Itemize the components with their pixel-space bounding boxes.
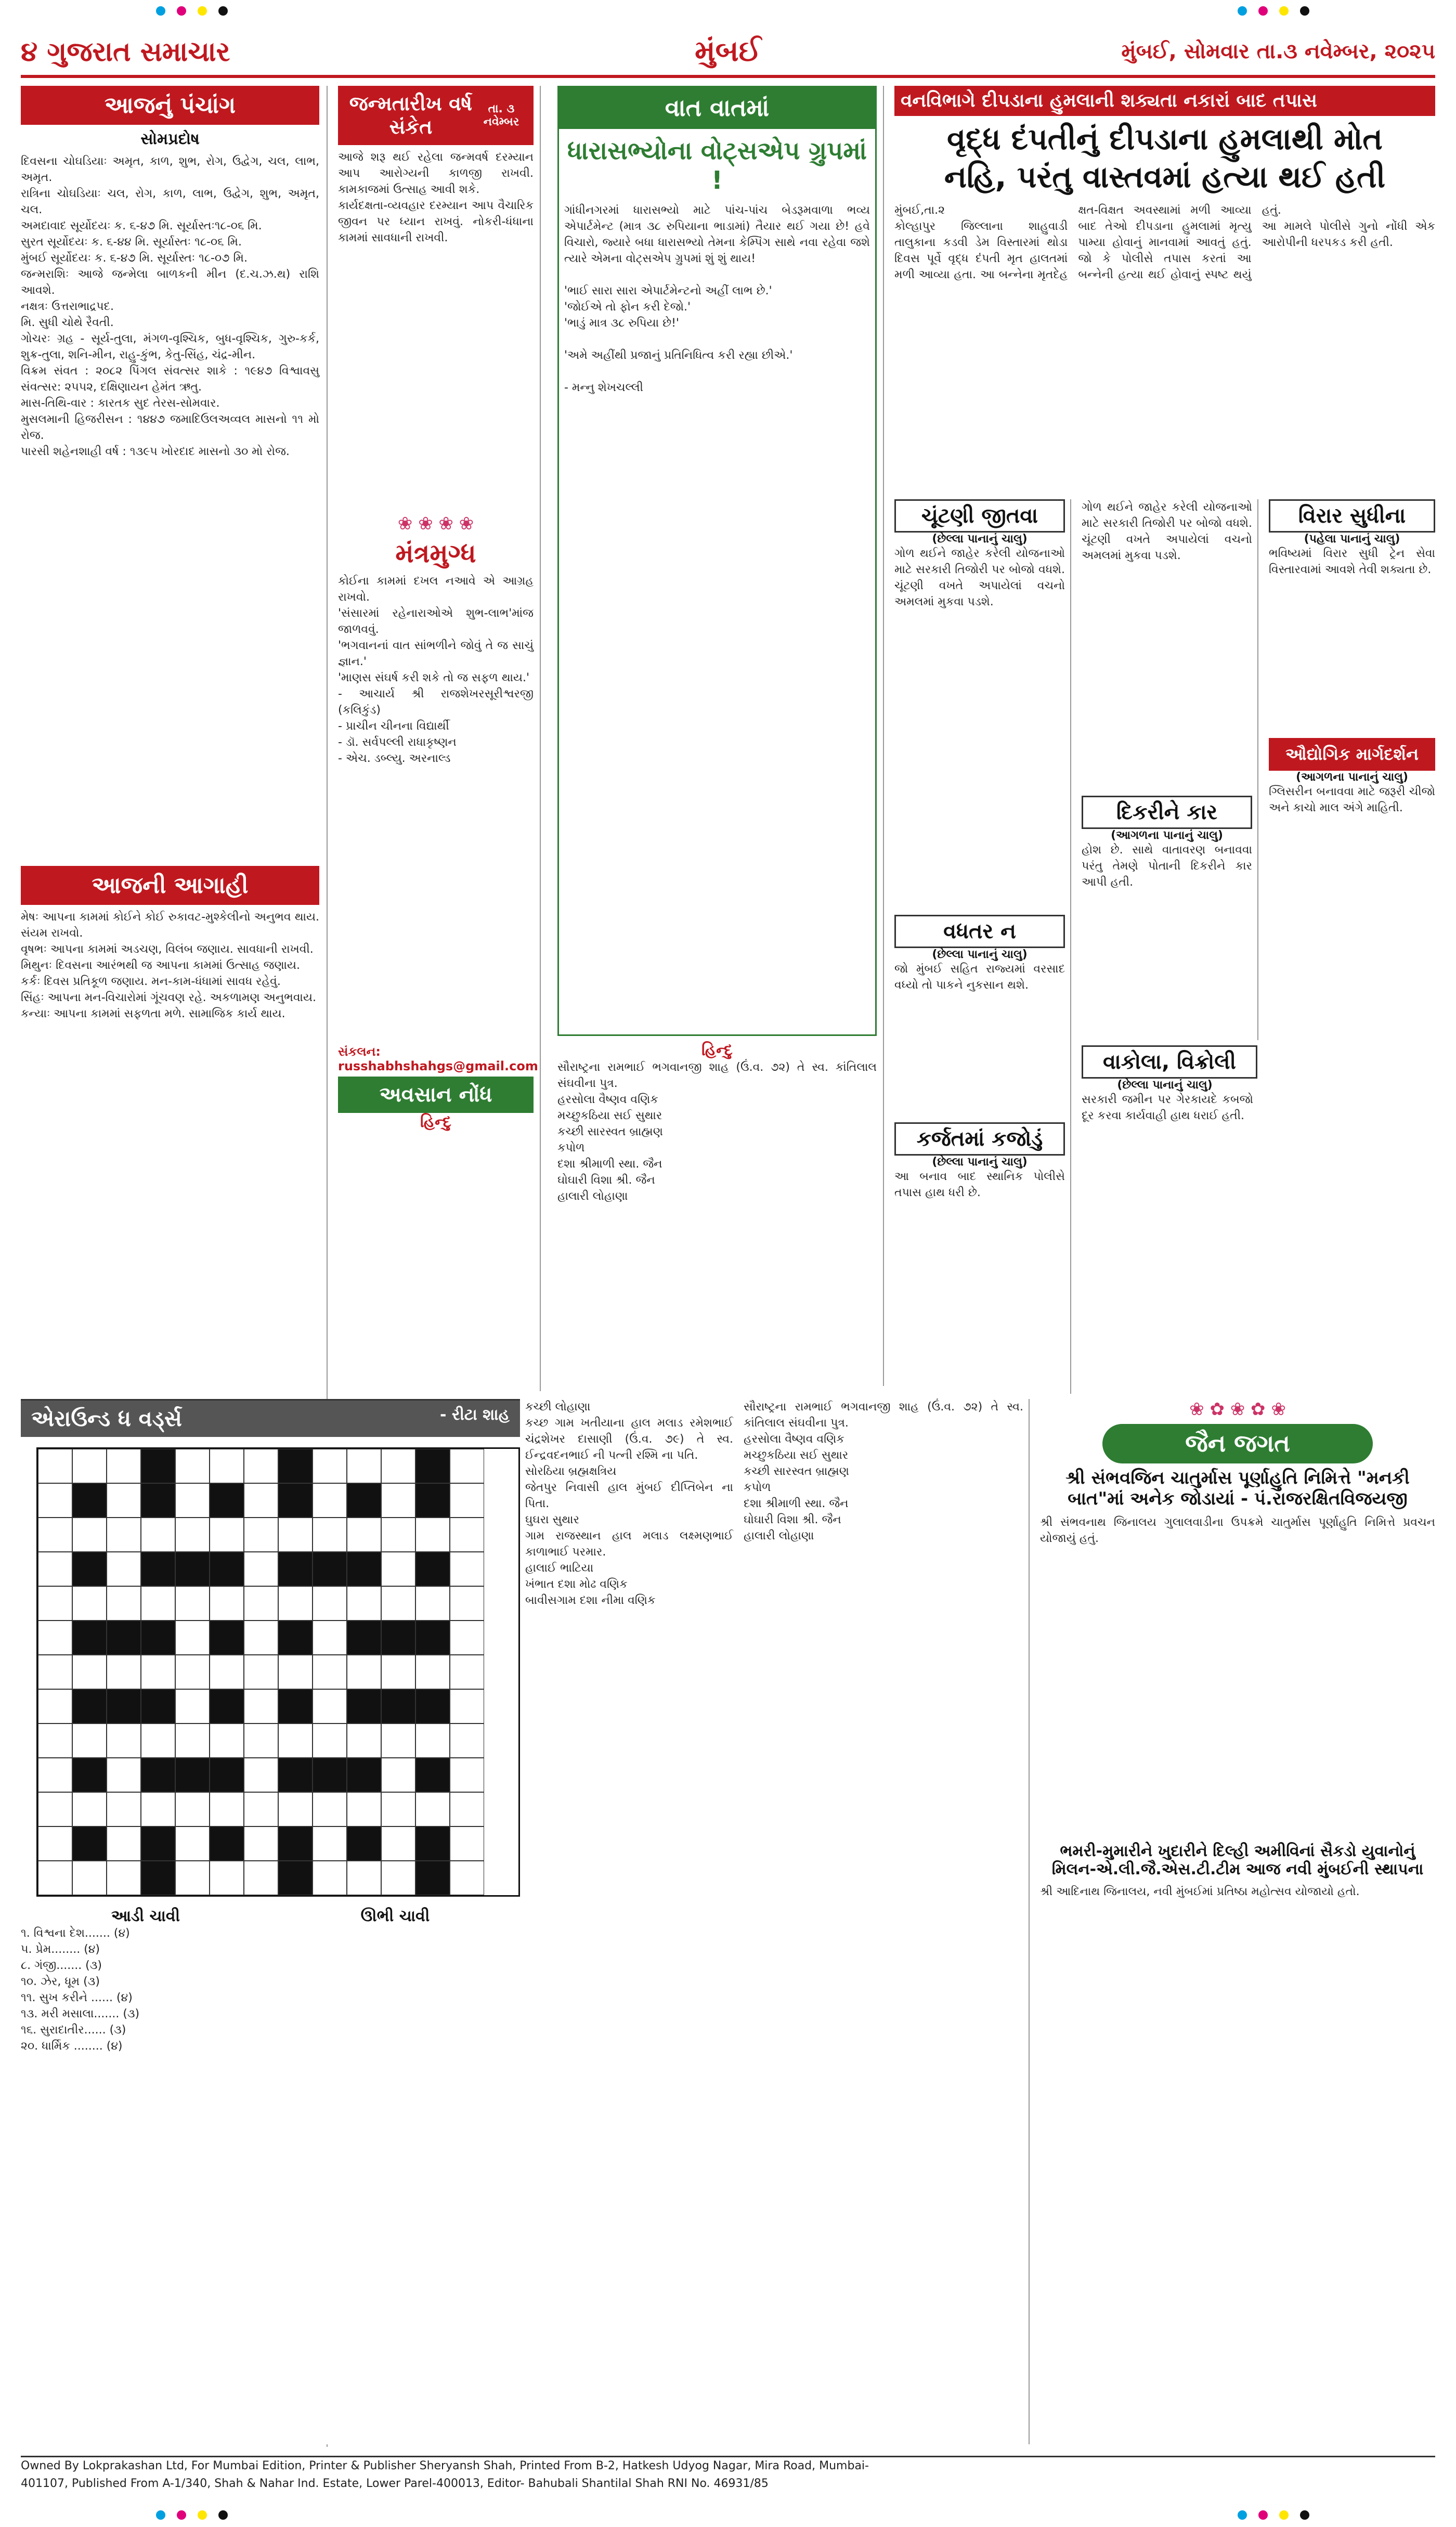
crossword-cell [141, 1723, 175, 1758]
reg-dot-icon [218, 2510, 228, 2520]
crossword-cell [347, 1758, 381, 1792]
crossword-cell [415, 1621, 450, 1655]
main-story-kicker: વનવિભાગે દીપડાના હુમલાની શક્યતા નકારાં બાદ તપાસ [894, 86, 1435, 116]
vakola-title: વાકોલા, વિક્રોલી [1082, 1045, 1257, 1079]
deaths-column-2 [738, 1399, 1030, 2444]
rashi-title-bar [338, 86, 534, 145]
reg-dot-icon [156, 6, 165, 16]
crossword-cell [175, 1518, 210, 1552]
deaths-text-continued: સૌરાષ્ટ્રના રામભાઈ ભગવાનજી શાહ (ઉં.વ. ૭૨) તે સ્વ. કાંતિલાલ સંઘવીના પુત્ર. હરસોલા વૈષ્ણવ વણિક મચ્છુકઠિયા સઈ સુથાર કચ્છી સારસ્વત બ્રાહ્મણ કપોળ દશા શ્રીમાળી સ્થા. જૈન ઘોઘારી વિશા શ્રી. જૈન હાલારી લોહાણા [744, 1401, 1023, 1543]
section-title: મુંબઈ [695, 34, 761, 68]
crossword-cell [381, 1449, 415, 1483]
crossword-cell [38, 1689, 72, 1723]
crossword-cell [313, 1758, 347, 1792]
chuntani-continued: ગોળ થઈને જાહેર કરેલી યોજનાઓ માટે સરકારી તિજોરી પર બોજો વધશે. ચૂંટણી વખતે અપાયેલાં વચનો અમલમાં મુકવા પડશે. [1082, 501, 1256, 562]
jain-jagat-box [1040, 1399, 1439, 2444]
crossword-cell [278, 1861, 313, 1895]
crossword-cell [347, 1861, 381, 1895]
crossword-cell [313, 1552, 347, 1586]
aagahi-title: આજની આગાહી [21, 866, 319, 905]
crossword-cell [72, 1621, 107, 1655]
crossword-cell [244, 1689, 278, 1723]
crossword-cell [450, 1826, 484, 1861]
crossword-cell [72, 1861, 107, 1895]
crossword-cell [278, 1723, 313, 1758]
crossword-cell [141, 1689, 175, 1723]
contact-line: સંકલન: russhabhshahgs@gmail.com [338, 1044, 538, 1073]
crossword-cell [141, 1449, 175, 1483]
crossword-clues [21, 1907, 520, 2217]
chuntani-text: ગોળ થઈને જાહેર કરેલી યોજનાઓ માટે સરકારી તિજોરી પર બોજો વધશે. ચૂંટણી વખતે અપાયેલાં વચનો અમલમાં મુકવા પડશે. [894, 547, 1069, 608]
imprint-footer [21, 2456, 1435, 2497]
crossword-cell [278, 1655, 313, 1689]
crossword-cell [141, 1552, 175, 1586]
crossword-header [21, 1401, 520, 1437]
reg-dot-icon [198, 6, 207, 16]
crossword-cell [450, 1655, 484, 1689]
jain-text-2: શ્રી આદિનાથ જિનાલય, નવી મુંબઈમાં પ્રતિષ્ઠા મહોત્સવ યોજાયો હતો. [1040, 1885, 1360, 1898]
crossword-cell [38, 1449, 72, 1483]
reg-dot-icon [156, 2510, 165, 2520]
crossword-cell [38, 1586, 72, 1621]
reg-dot-icon [1279, 6, 1289, 16]
crossword-cell [107, 1518, 141, 1552]
crossword-cell [210, 1861, 244, 1895]
crossword-cell [72, 1518, 107, 1552]
crossword-cell [450, 1621, 484, 1655]
crossword-cell [244, 1586, 278, 1621]
jain-headline-4: મિલન-એ.લી.જૈ.એસ.ટી.ટીમ આજ નવી મુંબઈની સ્થાપના [1051, 1860, 1424, 1878]
crossword-cell [278, 1518, 313, 1552]
boxes-column-3 [1269, 499, 1439, 1040]
audyogik-title: ઔદ્યોગિક માર્ગદર્શન [1269, 738, 1435, 771]
dikri-title: દિકરીને કાર [1082, 796, 1252, 829]
jain-title: જૈન જગત [1102, 1424, 1373, 1463]
crossword-cell [347, 1518, 381, 1552]
crossword-cell [175, 1483, 210, 1518]
deaths-section-title: હિન્દુ [701, 1041, 733, 1059]
vakola-subtitle: (છેલ્લા પાનાનું ચાલુ) [1117, 1079, 1213, 1092]
crossword-cell [347, 1792, 381, 1826]
crossword-cell [72, 1655, 107, 1689]
vakola-box [1082, 1045, 1435, 1389]
dateline: મુંબઈ, સોમવાર તા.૩ નવેમ્બર, ૨૦૨૫ [1121, 40, 1435, 63]
reg-dot-icon [1258, 2510, 1268, 2520]
reg-dot-icon [1238, 2510, 1247, 2520]
karj-text: આ બનાવ બાદ સ્થાનિક પોલીસે તપાસ હાથ ધરી છે. [894, 1170, 1069, 1199]
crossword-cell [141, 1655, 175, 1689]
reg-dot-icon [177, 2510, 186, 2520]
crossword-cell [450, 1689, 484, 1723]
crossword-cell [38, 1723, 72, 1758]
avsan-title: અવસાન નોંધ [338, 1077, 534, 1113]
page-number: ૪ [21, 36, 38, 68]
crossword-cell [38, 1621, 72, 1655]
crossword-cell [244, 1758, 278, 1792]
crossword-cell [381, 1552, 415, 1586]
crossword-cell [313, 1723, 347, 1758]
crossword-cell [450, 1552, 484, 1586]
imprint-line-1: Owned By Lokprakashan Ltd, For Mumbai Edition, Printer & Publisher Sheryansh Shah, Printed From B-2, Hatkesh Udyog Nagar, Mira Road, Mumbai- [21, 2459, 869, 2472]
avsan-subtitle: હિન્દુ [420, 1113, 451, 1131]
crossword-cell [72, 1826, 107, 1861]
reg-dot-icon [177, 6, 186, 16]
crossword-cell [175, 1449, 210, 1483]
vadhtar-text: જો મુંબઈ સહિત રાજ્યમાં વરસાદ વધ્યો તો પાકને નુકસાન થશે. [894, 963, 1069, 992]
main-headline-1: વૃદ્ધ દંપતીનું દીપડાના હુમલાથી મોત [947, 121, 1383, 157]
crossword-cell [415, 1483, 450, 1518]
crossword-cell [278, 1758, 313, 1792]
crossword-cell [415, 1861, 450, 1895]
crossword-cell [415, 1723, 450, 1758]
crossword-cell [347, 1621, 381, 1655]
crossword-cell [415, 1518, 450, 1552]
jain-text: શ્રી સંભવનાથ જિનાલય ગુલાલવાડીના ઉપક્રમે ચાતુર્માસ પૂર્ણાહુતિ નિમિત્તે પ્રવચન યોજાયું હતું. [1040, 1516, 1439, 1545]
crossword-cell [210, 1655, 244, 1689]
crossword-cell [141, 1483, 175, 1518]
main-story-text: મુંબઈ,તા.૨ કોલ્હાપુર જિલ્લાના શાહુવાડી તાલુકાના કડવી ડેમ વિસ્તારમાં થોડા દિવસ પૂર્વે વૃદ્ધ દંપતી મૃત હાલતમાં મળી આવ્યા હતા. આ બન્નેના મૃતદેહ ક્ષત-વિક્ષત અવસ્થામાં મળી આવ્યા બાદ તેઓ દીપડાના હુમલામાં મૃત્યુ પામ્યા હોવાનું માનવામાં આવતું હતું. જો કે પોલીસે તપાસ કરતાં આ બન્નેની હત્યા થઈ હોવાનું સ્પષ્ટ થયું હતું. આ મામલે પોલીસે ગુનો નોંધી એક આરોપીની ધરપકડ કરી હતી. [894, 204, 1435, 281]
crossword-cell [381, 1826, 415, 1861]
crossword-cell [347, 1826, 381, 1861]
crossword-cell [141, 1586, 175, 1621]
mantra-text: કોઈના કામમાં દખલ નઆવે એ આગ્રહ રાખવો. 'સંસારમાં રહેનારાઓએ શુભ-લાભ'માંજ જાળવવું. 'ભગવાનનાં વાત સાંભળીને જોવું તે જ સાચું જ્ઞાન.' 'માણસ સંઘર્ષ કરી શકે તો જ સફળ થાય.' - આચાર્ય શ્રી રાજશેખરસૂરીશ્વરજી (કલિકુંડ) - પ્રાચીન ચીનના વિદ્યાર્થી - ડૉ. સર્વપલ્લી રાધાકૃષ્ણન - એચ. ડબ્લ્યુ. અરનાલ્ડ [338, 575, 534, 765]
crossword-author: - રીટા શાહ [439, 1406, 510, 1424]
vadhtar-title: વધતર ન [894, 915, 1065, 948]
crossword-cell [210, 1552, 244, 1586]
chuntani-title: ચૂંટણી જીતવા [894, 499, 1065, 533]
crossword-cell [381, 1621, 415, 1655]
crossword-cell [210, 1723, 244, 1758]
crossword-cell [313, 1689, 347, 1723]
crossword-cell [415, 1449, 450, 1483]
crossword-cell [313, 1518, 347, 1552]
crossword-cell [210, 1586, 244, 1621]
rashi-date: તા. ૩ નવેમ્બર [483, 102, 519, 128]
crossword-cell [381, 1792, 415, 1826]
crossword-cell [450, 1586, 484, 1621]
crossword-cell [107, 1655, 141, 1689]
paper-name: ગુજરાત સમાચાર [47, 36, 230, 68]
mantra-title: મંત્રમુગ્ધ [395, 538, 476, 568]
crossword-cell [210, 1518, 244, 1552]
deaths-text: સૌરાષ્ટ્રના રામભાઈ ભગવાનજી શાહ (ઉં.વ. ૭૨) તે સ્વ. કાંતિલાલ સંઘવીના પુત્ર. હરસોલા વૈષ્ણવ વણિક મચ્છુકઠિયા સઈ સુથાર કચ્છી સારસ્વત બ્રાહ્મણ કપોળ દશા શ્રીમાળી સ્થા. જૈન ઘોઘારી વિશા શ્રી. જૈન હાલારી લોહાણા [557, 1061, 877, 1203]
panchang-text: દિવસના ચોઘડિયાઃ અમૃત, કાળ, શુભ, રોગ, ઉદ્વેગ, ચલ, લાભ, અમૃત. રાત્રિના ચોઘડિયાઃ ચલ, રોગ, કાળ, લાભ, ઉદ્વેગ, શુભ, અમૃત, ચલ. અમદાવાદ સૂર્યોદયઃ ક. ૬-૪૭ મિ. સૂર્યાસ્તઃ૧૮-૦૬ મિ. સુરત સૂર્યોદયઃ ક. ૬-૪૪ મિ. સૂર્યાસ્તઃ ૧૮-૦૬ મિ. મુંબઈ સૂર્યોદયઃ ક. ૬-૪૭ મિ. સૂર્યાસ્તઃ ૧૮-૦૭ મિ. જન્મરાશિઃ આજે જન્મેલા બાળકની મીન (દ.ચ.ઝ.થ) રાશિ આવશે. નક્ષત્રઃ ઉત્તરાભાદ્રપદ. મિ. સુધી ચોથે રૈવતી. ગોચરઃ ગ્રહ - સૂર્ય-તુલા, મંગળ-વૃશ્ચિક, બુધ-વૃશ્ચિક, ગુરુ-કર્ક, શુક્ર-તુલા, શનિ-મીન, રાહુ-કુંભ, કેતુ-સિંહ, ચંદ્ર-મીન. વિક્રમ સંવત : ૨૦૮૨ પિંગલ સંવત્સર શાકે : ૧૯૪૭ વિશ્વાવસુ સંવત્સર: ૨૫૫૨, દક્ષિણાયન હેમંત ઋતુ. માસ-તિથિ-વાર : કારતક સુદ તેરસ-સોમવાર. મુસલમાની હિજરીસન : ૧૪૪૭ જમાદિઉલઅવ્વલ માસનો ૧૧ મો રોજ. પારસી શહેનશાહી વર્ષ : ૧૩૯૫ ખોરદાદ માસનો ૩૦ મો રોજ. [21, 155, 319, 458]
lotus-divider-icon: ❀ ❀ ❀ ❀ [397, 513, 474, 534]
crossword-cell [72, 1483, 107, 1518]
crossword-cell [278, 1586, 313, 1621]
crossword-cell [313, 1483, 347, 1518]
crossword-cell [347, 1586, 381, 1621]
crossword-cell [72, 1792, 107, 1826]
vaat-column [551, 86, 884, 1386]
crossword-cell [381, 1861, 415, 1895]
audyogik-text: ગ્લિસરીન બનાવવા માટે જરૂરી ચીજો અને કાચો માલ અંગે માહિતી. [1269, 785, 1439, 814]
crossword-cell [244, 1861, 278, 1895]
panchang-title: આજનું પંચાંગ [21, 86, 319, 125]
virar-subtitle: (પહેલા પાનાનું ચાલુ) [1304, 533, 1400, 546]
crossword-cell [381, 1723, 415, 1758]
crossword-cell [415, 1826, 450, 1861]
crossword-cell [72, 1689, 107, 1723]
crossword-cell [450, 1518, 484, 1552]
crossword-cell [381, 1518, 415, 1552]
page-header [21, 31, 1435, 78]
crossword-cell [244, 1518, 278, 1552]
virar-text: ભવિષ્યમાં વિરાર સુધી ટ્રેન સેવા વિસ્તારવામાં આવશે તેવી શક્યતા છે. [1269, 547, 1439, 576]
crossword-cell [244, 1621, 278, 1655]
crossword-cell [107, 1792, 141, 1826]
flower-divider-icon: ❀ ✿ ❀ ✿ ❀ [1189, 1399, 1286, 1420]
crossword-cell [175, 1655, 210, 1689]
dikri-subtitle: (આગળના પાનાનું ચાલુ) [1111, 829, 1223, 842]
main-headline-2: નહિ, પરંતુ વાસ્તવમાં હત્યા થઈ હતી [944, 159, 1386, 195]
crossword-cell [38, 1861, 72, 1895]
audyogik-subtitle: (આગળના પાનાનું ચાલુ) [1296, 771, 1408, 784]
reg-dot-icon [1279, 2510, 1289, 2520]
jain-headline-1: શ્રી સંભવજિન ચાતુર્માસ પૂર્ણાહુતિ નિમિત્તે "મનકી [1065, 1468, 1410, 1488]
crossword-grid [36, 1447, 520, 1897]
crossword-cell [244, 1449, 278, 1483]
crossword-cell [210, 1621, 244, 1655]
reg-dot-icon [1300, 6, 1309, 16]
crossword-cell [313, 1449, 347, 1483]
crossword-cell [313, 1861, 347, 1895]
crossword-cell [313, 1792, 347, 1826]
crossword-cell [313, 1655, 347, 1689]
crossword-cell [450, 1483, 484, 1518]
crossword-cell [450, 1792, 484, 1826]
crossword-cell [175, 1792, 210, 1826]
crossword-cell [244, 1655, 278, 1689]
crossword-cell [244, 1483, 278, 1518]
crossword-cell [38, 1655, 72, 1689]
crossword-cell [313, 1621, 347, 1655]
dikri-text: હોશ છે. સાથે વાતાવરણ બનાવવા પરંતુ તેમણે પોતાની દિકરીને કાર આપી હતી. [1082, 844, 1256, 889]
registration-marks-bottom [0, 2504, 1456, 2525]
crossword-cell [38, 1792, 72, 1826]
across-clues: ૧. વિશ્વના દેશ....... (૪) ૫. પ્રેમ........ (૪) ૮. ગંજી....... (૩) ૧૦. ઝેર, ધૂમ (૩) ૧૧. સુખ કરીને ...... (૪) ૧૩. મરી મસાલા....... (૩) ૧૬. સુરાદાતીર...... (૩) ૨૦. ધાર્મિક ........ (૪) [21, 1927, 140, 2053]
crossword-cell [175, 1689, 210, 1723]
crossword-cell [210, 1826, 244, 1861]
crossword-cell [107, 1758, 141, 1792]
crossword-cell [107, 1483, 141, 1518]
crossword-cell [141, 1861, 175, 1895]
crossword-cell [381, 1758, 415, 1792]
crossword-cell [381, 1689, 415, 1723]
vaat-headline: ધારાસભ્યોના વોટ્સએપ ગ્રુપમાં ! [567, 136, 867, 195]
crossword-cell [210, 1689, 244, 1723]
crossword-cell [347, 1449, 381, 1483]
crossword-cell [210, 1483, 244, 1518]
vadhtar-subtitle: (છેલ્લા પાનાનું ચાલુ) [932, 948, 1028, 961]
crossword-cell [175, 1861, 210, 1895]
crossword-cell [210, 1792, 244, 1826]
crossword-cell [347, 1483, 381, 1518]
karj-subtitle: (છેલ્લા પાનાનું ચાલુ) [932, 1156, 1028, 1169]
crossword-cell [313, 1586, 347, 1621]
crossword-cell [107, 1621, 141, 1655]
boxes-column-1 [894, 499, 1071, 1394]
crossword-cell [381, 1586, 415, 1621]
crossword-cell [72, 1552, 107, 1586]
crossword-cell [72, 1449, 107, 1483]
crossword-cell [450, 1723, 484, 1758]
crossword-cell [278, 1826, 313, 1861]
crossword-cell [107, 1723, 141, 1758]
crossword-cell [107, 1689, 141, 1723]
crossword-cell [381, 1655, 415, 1689]
crossword-cell [278, 1483, 313, 1518]
crossword-cell [244, 1792, 278, 1826]
reg-dot-icon [218, 6, 228, 16]
crossword-cell [415, 1655, 450, 1689]
crossword-cell [244, 1723, 278, 1758]
crossword-cell [175, 1758, 210, 1792]
crossword-cell [278, 1792, 313, 1826]
crossword-cell [313, 1826, 347, 1861]
crossword-cell [347, 1655, 381, 1689]
vaat-box [557, 86, 877, 1036]
crossword-cell [72, 1758, 107, 1792]
crossword-cell [107, 1449, 141, 1483]
crossword-cell [175, 1826, 210, 1861]
crossword-cell [244, 1826, 278, 1861]
crossword-cell [450, 1758, 484, 1792]
crossword-cell [347, 1723, 381, 1758]
avsan-text: કચ્છી લોહાણા કચ્છ ગામ ખતીયાના હાલ મલાડ રમેશભાઈ ચંદ્રશેખર દાસાણી (ઉં.વ. ૭૯) તે સ્વ. ઈન્દ્રવદનભાઈ ની પત્ની રશ્મિ ના પતિ. સોરઠિયા બ્રહ્મક્ષત્રિય જેતપુર નિવાસી હાલ મુંબઈ દીપ્તિબેન ના પિતા. ઘુઘરા સુથાર ગામ રાજસ્થાન હાલ મલાડ લક્ષ્મણભાઈ કાળાભાઈ પરમાર. હાલાઈ ભાટિયા ખંભાત દશા મોઢ વણિક બાવીસગામ દશા નીમા વણિક [525, 1401, 733, 1607]
crossword-cell [278, 1552, 313, 1586]
registration-marks-top [0, 0, 1456, 21]
crossword-cell [38, 1483, 72, 1518]
crossword-cell [278, 1621, 313, 1655]
reg-dot-icon [1258, 6, 1268, 16]
boxes-column-2 [1082, 499, 1258, 1040]
vakola-text: સરકારી જમીન પર ગેરકાયદે કબજો દૂર કરવા કાર્યવાહી હાથ ધરાઈ હતી. [1082, 1093, 1257, 1122]
crossword-cell [141, 1518, 175, 1552]
crossword-cell [107, 1826, 141, 1861]
crossword-cell [38, 1552, 72, 1586]
crossword-box [21, 1399, 520, 2444]
rashi-title: જન્મતારીખ વર્ષ સંકેત [349, 92, 473, 138]
crossword-cell [381, 1483, 415, 1518]
crossword-cell [141, 1758, 175, 1792]
imprint-line-2: 401107, Published From A-1/340, Shah & Nahar Ind. Estate, Lower Parel-400013, Editor- Bahubali Shantilal Shah RNI No. 46931/85 [21, 2477, 769, 2490]
down-title: ઊભી ચાવી [360, 1907, 430, 1925]
crossword-cell [175, 1723, 210, 1758]
across-title: આડી ચાવી [111, 1907, 180, 1925]
crossword-cell [72, 1586, 107, 1621]
crossword-cell [141, 1621, 175, 1655]
crossword-cell [72, 1723, 107, 1758]
jain-headline-3: ભમરી-મુમારીને ખુદારીને દિલ્હી અમીવિનાં સૈકડો યુવાનોનું [1060, 1842, 1415, 1860]
reg-dot-icon [1300, 2510, 1309, 2520]
crossword-cell [141, 1826, 175, 1861]
crossword-cell [278, 1689, 313, 1723]
crossword-cell [415, 1552, 450, 1586]
crossword-cell [38, 1826, 72, 1861]
crossword-cell [278, 1449, 313, 1483]
reg-dot-icon [1238, 6, 1247, 16]
crossword-cell [450, 1449, 484, 1483]
crossword-cell [38, 1518, 72, 1552]
crossword-cell [107, 1552, 141, 1586]
crossword-cell [415, 1758, 450, 1792]
crossword-cell [38, 1758, 72, 1792]
karj-title: કર્જતમાં કજોડું [894, 1122, 1065, 1156]
crossword-cell [210, 1758, 244, 1792]
vaat-title: વાત વાતમાં [559, 87, 875, 129]
crossword-cell [210, 1449, 244, 1483]
crossword-cell [175, 1586, 210, 1621]
vaat-text: ગાંધીનગરમાં ધારાસભ્યો માટે પાંચ-પાંચ બેડરૂમવાળા ભવ્ય એપાર્ટમેન્ટ (માત્ર ૩૮ રુપિયાના ભાડામાં) તૈયાર થઈ ગયા છે! હવે વિચારો, જ્યારે બધા ધારાસભ્યો તેમના કેમ્પિંગ સાથે નવા રહેવા જશે ત્યારે એમના વોટ્સએપ ગ્રુપમાં શું શું થાય! 'ભાઈ સારા સારા એપાર્ટમેન્ટનો અહીં લાભ છે.' 'જોઈએ તો ફોન કરી દેજો.' 'ભાડું માત્ર ૩૮ રુપિયા છે!' 'અમે અહીંથી પ્રજાનું પ્રતિનિધિત્વ કરી રહ્યા છીએ.' - મન્નુ શેખચલ્લી [564, 204, 870, 394]
crossword-cell [415, 1689, 450, 1723]
aagahi-text: મેષઃ આપના કામમાં કોઈને કોઈ રુકાવટ-મુશ્કેલીનો અનુભવ થાય. સંયમ રાખવો. વૃષભઃ આપના કામમાં અડચણ, વિલંબ જણાય. સાવધાની રાખવી. મિથુનઃ દિવસના આરંભથી જ આપના કામમાં ઉત્સાહ જણાય. કર્કઃ દિવસ પ્રતિકૂળ જણાય. મન-કામ-ધંધામાં સાવધ રહેવું. સિંહઃ આપના મન-વિચારોમાં ગૂંચવણ રહે. અકળામણ અનુભવાય. કન્યાઃ આપના કામમાં સફળતા મળે. સામાજિક કાર્ય થાય. [21, 911, 319, 1020]
crossword-cell [347, 1552, 381, 1586]
virar-title: વિરાર સુધીના [1269, 499, 1435, 533]
crossword-cell [450, 1861, 484, 1895]
crossword-cell [107, 1861, 141, 1895]
crossword-cell [347, 1689, 381, 1723]
main-story [894, 86, 1435, 491]
jain-headline-2: બાત"માં અનેક જોડાયાં - પં.રાજરક્ષિતવિજયજી [1068, 1488, 1408, 1509]
avsan-column [525, 1399, 733, 2444]
reg-dot-icon [198, 2510, 207, 2520]
crossword-cell [175, 1621, 210, 1655]
panchang-subtitle: સોમપ્રદોષ [140, 130, 200, 148]
crossword-cell [415, 1792, 450, 1826]
crossword-cell [244, 1552, 278, 1586]
crossword-cell [141, 1792, 175, 1826]
crossword-cell [107, 1586, 141, 1621]
crossword-cell [415, 1586, 450, 1621]
chuntani-subtitle: (છેલ્લા પાનાનું ચાલુ) [932, 533, 1028, 546]
crossword-title: એરાઉન્ડ ધ વર્ડ્સ [31, 1406, 182, 1431]
crossword-cell [175, 1552, 210, 1586]
rashi-text: આજે શરૂ થઈ રહેલા જન્મવર્ષ દરમ્યાન આપ આરોગ્યની કાળજી રાખવી. કામકાજમાં ઉત્સાહ આવી શકે. કાર્યદક્ષતા-વ્યવહાર દરમ્યાન આપ વૈચારિક જીવન પર ધ્યાન રાખવું. નોકરી-ધંધાના કામમાં સાવધાની રાખવી. [338, 151, 534, 244]
rashi-column [338, 86, 541, 1391]
